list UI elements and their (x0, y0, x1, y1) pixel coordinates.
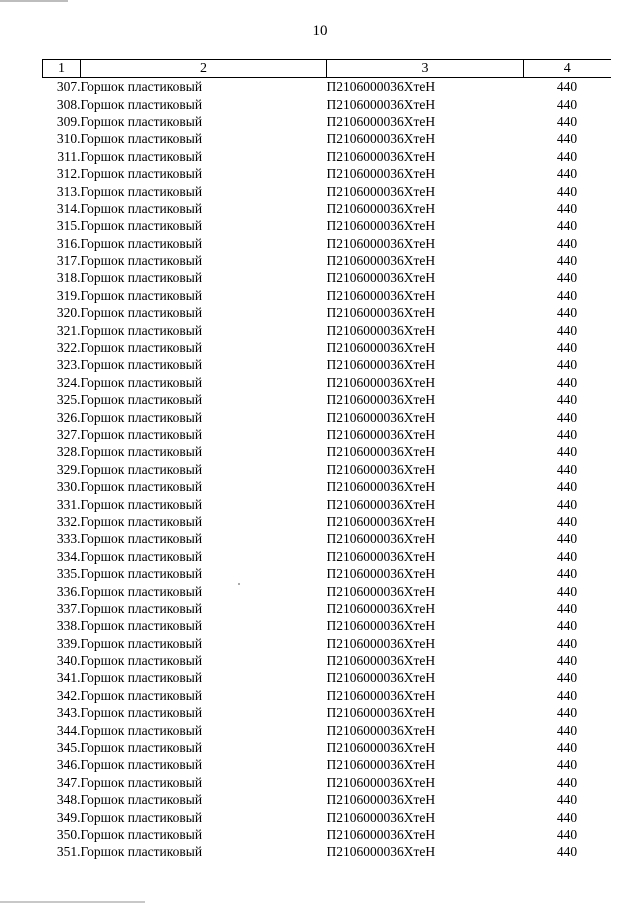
row-number: 317. (56, 253, 81, 269)
table-row (43, 339, 611, 356)
row-number: 329. (56, 461, 81, 477)
item-name: Горшок пластиковый (80, 270, 203, 286)
row-number: 307. (56, 79, 81, 95)
item-name: Горшок пластиковый (80, 687, 203, 703)
item-quantity: 440 (556, 409, 578, 425)
item-name: Горшок пластиковый (80, 809, 203, 825)
item-quantity: 440 (556, 600, 578, 616)
item-quantity: 440 (556, 548, 578, 564)
table-row (43, 182, 611, 199)
item-name: Горшок пластиковый (80, 600, 203, 616)
item-quantity: 440 (556, 479, 578, 495)
item-quantity: 440 (556, 392, 578, 408)
item-code: П2106000036ХтеН (326, 844, 436, 860)
item-code: П2106000036ХтеН (326, 531, 436, 547)
column-header-4: 4 (524, 60, 611, 78)
row-number: 331. (56, 496, 81, 512)
item-quantity: 440 (556, 531, 578, 547)
row-number: 337. (56, 600, 81, 616)
table-row (43, 321, 611, 338)
table-row (43, 808, 611, 825)
item-quantity: 440 (556, 270, 578, 286)
item-code: П2106000036ХтеН (326, 670, 436, 686)
item-code: П2106000036ХтеН (326, 113, 436, 129)
item-name: Горшок пластиковый (80, 757, 203, 773)
table-row (43, 304, 611, 321)
item-code: П2106000036ХтеН (326, 322, 436, 338)
row-number: 341. (56, 670, 81, 686)
row-number: 335. (56, 566, 81, 582)
column-header-3: 3 (327, 60, 524, 78)
item-code: П2106000036ХтеН (326, 496, 436, 512)
row-number: 318. (56, 270, 81, 286)
item-name: Горшок пластиковый (80, 409, 203, 425)
item-name: Горшок пластиковый (80, 253, 203, 269)
table-body (43, 78, 611, 861)
item-quantity: 440 (556, 444, 578, 460)
row-number: 310. (56, 131, 81, 147)
item-code: П2106000036ХтеН (326, 235, 436, 251)
item-code: П2106000036ХтеН (326, 687, 436, 703)
item-name: Горшок пластиковый (80, 218, 203, 234)
item-quantity: 440 (556, 340, 578, 356)
item-quantity: 440 (556, 166, 578, 182)
item-quantity: 440 (556, 496, 578, 512)
item-name: Горшок пластиковый (80, 531, 203, 547)
row-number: 344. (56, 722, 81, 738)
table-row (43, 774, 611, 791)
table-row (43, 687, 611, 704)
item-quantity: 440 (556, 305, 578, 321)
row-number: 315. (56, 218, 81, 234)
row-number: 323. (56, 357, 81, 373)
item-code: П2106000036ХтеН (326, 722, 436, 738)
item-name: Горшок пластиковый (80, 774, 203, 790)
item-name: Горшок пластиковый (80, 96, 203, 112)
item-quantity: 440 (556, 113, 578, 129)
table-row (43, 600, 611, 617)
item-code: П2106000036ХтеН (326, 548, 436, 564)
item-quantity: 440 (556, 218, 578, 234)
row-number: 342. (56, 687, 81, 703)
table-row (43, 635, 611, 652)
item-code: П2106000036ХтеН (326, 618, 436, 634)
table-row (43, 461, 611, 478)
table-row (43, 374, 611, 391)
item-code: П2106000036ХтеН (326, 392, 436, 408)
table-row (43, 513, 611, 530)
items-table (42, 59, 611, 861)
row-number: 324. (56, 374, 81, 390)
item-name: Горшок пластиковый (80, 357, 203, 373)
item-quantity: 440 (556, 583, 578, 599)
item-name: Горшок пластиковый (80, 513, 203, 529)
table-row (43, 356, 611, 373)
item-code: П2106000036ХтеН (326, 809, 436, 825)
table-row (43, 287, 611, 304)
item-code: П2106000036ХтеН (326, 705, 436, 721)
row-number: 334. (56, 548, 81, 564)
item-code: П2106000036ХтеН (326, 513, 436, 529)
table-row (43, 582, 611, 599)
item-name: Горшок пластиковый (80, 427, 203, 442)
item-name: Горшок пластиковый (80, 340, 203, 356)
item-code: П2106000036ХтеН (326, 479, 436, 495)
table-row (43, 565, 611, 582)
row-number: 330. (56, 479, 81, 495)
item-name: Горшок пластиковый (80, 548, 203, 564)
table-row (43, 165, 611, 182)
item-code: П2106000036ХтеН (326, 444, 436, 460)
item-name: Горшок пластиковый (80, 618, 203, 634)
table-row (43, 495, 611, 512)
table-row (43, 200, 611, 217)
item-code: П2106000036ХтеН (326, 600, 436, 616)
item-quantity: 440 (556, 253, 578, 269)
row-number: 349. (56, 809, 81, 825)
item-code: П2106000036ХтеН (326, 340, 436, 356)
item-quantity: 440 (556, 287, 578, 303)
table-row (43, 739, 611, 756)
item-code: П2106000036ХтеН (326, 131, 436, 147)
row-number: 321. (56, 322, 81, 338)
table-row (43, 426, 611, 443)
item-quantity: 440 (556, 826, 578, 842)
item-name: Горшок пластиковый (80, 392, 203, 408)
row-number: 340. (56, 653, 81, 669)
item-code: П2106000036ХтеН (326, 635, 436, 651)
item-name: Горшок пластиковый (80, 305, 203, 321)
item-quantity: 440 (556, 357, 578, 373)
table-row (43, 617, 611, 634)
item-quantity: 440 (556, 687, 578, 703)
item-quantity: 440 (556, 618, 578, 634)
item-name: Горшок пластиковый (80, 444, 203, 460)
item-code: П2106000036ХтеН (326, 253, 436, 269)
item-code: П2106000036ХтеН (326, 757, 436, 773)
row-number: 312. (56, 166, 81, 182)
scan-edge-mark (0, 0, 68, 2)
item-quantity: 440 (556, 79, 578, 95)
item-code: П2106000036ХтеН (326, 653, 436, 669)
table-row (43, 78, 611, 96)
row-number: 322. (56, 340, 81, 356)
item-name: Горшок пластиковый (80, 374, 203, 390)
item-code: П2106000036ХтеН (326, 583, 436, 599)
table-row (43, 756, 611, 773)
row-number: 320. (56, 305, 81, 321)
scan-edge-mark-bottom (0, 901, 145, 903)
item-quantity: 440 (556, 235, 578, 251)
table-row (43, 704, 611, 721)
item-name: Горшок пластиковый (80, 792, 203, 808)
item-name: Горшок пластиковый (80, 479, 203, 495)
item-name: Горшок пластиковый (80, 844, 203, 860)
item-code: П2106000036ХтеН (326, 792, 436, 808)
item-quantity: 440 (556, 566, 578, 582)
row-number: 347. (56, 774, 81, 790)
page-number: 10 (312, 23, 328, 39)
table-row (43, 826, 611, 843)
row-number: 348. (56, 792, 81, 808)
item-name: Горшок пластиковый (80, 722, 203, 738)
item-quantity: 440 (556, 774, 578, 790)
item-quantity: 440 (556, 809, 578, 825)
item-code: П2106000036ХтеН (326, 826, 436, 842)
item-quantity: 440 (556, 740, 578, 756)
item-quantity: 440 (556, 131, 578, 147)
row-number: 338. (56, 618, 81, 634)
item-quantity: 440 (556, 200, 578, 216)
item-quantity: 440 (556, 513, 578, 529)
row-number: 328. (56, 444, 81, 460)
item-name: Горшок пластиковый (80, 113, 203, 129)
item-name: Горшок пластиковый (80, 583, 203, 599)
row-number: 325. (56, 392, 81, 408)
item-code: П2106000036ХтеН (326, 166, 436, 182)
table-row (43, 478, 611, 495)
item-code: П2106000036ХтеН (326, 96, 436, 112)
table-row (43, 235, 611, 252)
row-number: 319. (56, 287, 81, 303)
item-quantity: 440 (556, 670, 578, 686)
item-quantity: 440 (556, 792, 578, 808)
item-quantity: 440 (556, 653, 578, 669)
item-code: П2106000036ХтеН (326, 374, 436, 390)
item-name: Горшок пластиковый (80, 826, 203, 842)
item-code: П2106000036ХтеН (326, 566, 436, 582)
item-name: Горшок пластиковый (80, 653, 203, 669)
item-quantity: 440 (556, 705, 578, 721)
item-code: П2106000036ХтеН (326, 148, 436, 164)
item-name: Горшок пластиковый (80, 200, 203, 216)
table-header-row (43, 60, 611, 78)
table-row (43, 217, 611, 234)
table-row (43, 391, 611, 408)
table-row (43, 530, 611, 547)
table-row (43, 669, 611, 686)
item-code: П2106000036ХтеН (326, 270, 436, 286)
item-code: П2106000036ХтеН (326, 409, 436, 425)
item-name: Горшок пластиковый (80, 287, 203, 303)
table-row (43, 95, 611, 112)
row-number: 343. (56, 705, 81, 721)
item-quantity: 440 (556, 322, 578, 338)
column-header-1: 1 (43, 60, 81, 78)
item-name: Горшок пластиковый (80, 183, 203, 199)
item-quantity: 440 (556, 148, 578, 164)
table-row (43, 130, 611, 147)
row-number: 332. (56, 513, 81, 529)
item-code: П2106000036ХтеН (326, 774, 436, 790)
item-quantity: 440 (556, 635, 578, 651)
item-code: П2106000036ХтеН (326, 740, 436, 756)
table-row (43, 113, 611, 130)
table-row (43, 548, 611, 565)
row-number: 326. (56, 409, 81, 425)
item-code: П2106000036ХтеН (326, 427, 436, 442)
item-code: П2106000036ХтеН (326, 200, 436, 216)
table-row (43, 443, 611, 460)
row-number: 346. (56, 757, 81, 773)
item-code: П2106000036ХтеН (326, 461, 436, 477)
item-quantity: 440 (556, 461, 578, 477)
table-row (43, 269, 611, 286)
table-row (43, 408, 611, 425)
row-number: 311. (57, 148, 81, 164)
item-name: Горшок пластиковый (80, 461, 203, 477)
item-name: Горшок пластиковый (80, 635, 203, 651)
table-row (43, 148, 611, 165)
row-number: 314. (56, 200, 81, 216)
scan-speck (238, 583, 240, 585)
row-number: 309. (56, 113, 81, 129)
item-name: Горшок пластиковый (80, 740, 203, 756)
item-name: Горшок пластиковый (80, 79, 203, 95)
table-row (43, 652, 611, 669)
row-number: 316. (56, 235, 81, 251)
item-quantity: 440 (556, 427, 578, 442)
item-quantity: 440 (556, 96, 578, 112)
row-number: 327. (56, 427, 81, 442)
item-name: Горшок пластиковый (80, 235, 203, 251)
table-row (43, 843, 611, 860)
row-number: 351. (56, 844, 81, 860)
table-row (43, 791, 611, 808)
item-name: Горшок пластиковый (80, 322, 203, 338)
item-name: Горшок пластиковый (80, 496, 203, 512)
item-code: П2106000036ХтеН (326, 305, 436, 321)
item-code: П2106000036ХтеН (326, 218, 436, 234)
item-quantity: 440 (556, 844, 578, 860)
item-quantity: 440 (556, 722, 578, 738)
item-name: Горшок пластиковый (80, 566, 203, 582)
item-name: Горшок пластиковый (80, 148, 203, 164)
item-name: Горшок пластиковый (80, 166, 203, 182)
row-number: 350. (56, 826, 81, 842)
row-number: 345. (56, 740, 81, 756)
row-number: 336. (56, 583, 81, 599)
item-name: Горшок пластиковый (80, 131, 203, 147)
item-code: П2106000036ХтеН (326, 79, 436, 95)
item-name: Горшок пластиковый (80, 670, 203, 686)
item-code: П2106000036ХтеН (326, 357, 436, 373)
item-code: П2106000036ХтеН (326, 183, 436, 199)
table-row (43, 252, 611, 269)
item-quantity: 440 (556, 183, 578, 199)
item-quantity: 440 (556, 374, 578, 390)
item-name: Горшок пластиковый (80, 705, 203, 721)
row-number: 313. (56, 183, 81, 199)
table-row (43, 721, 611, 738)
column-header-2: 2 (81, 60, 327, 78)
row-number: 339. (56, 635, 81, 651)
row-number: 333. (56, 531, 81, 547)
item-quantity: 440 (556, 757, 578, 773)
row-number: 308. (56, 96, 81, 112)
item-code: П2106000036ХтеН (326, 287, 436, 303)
